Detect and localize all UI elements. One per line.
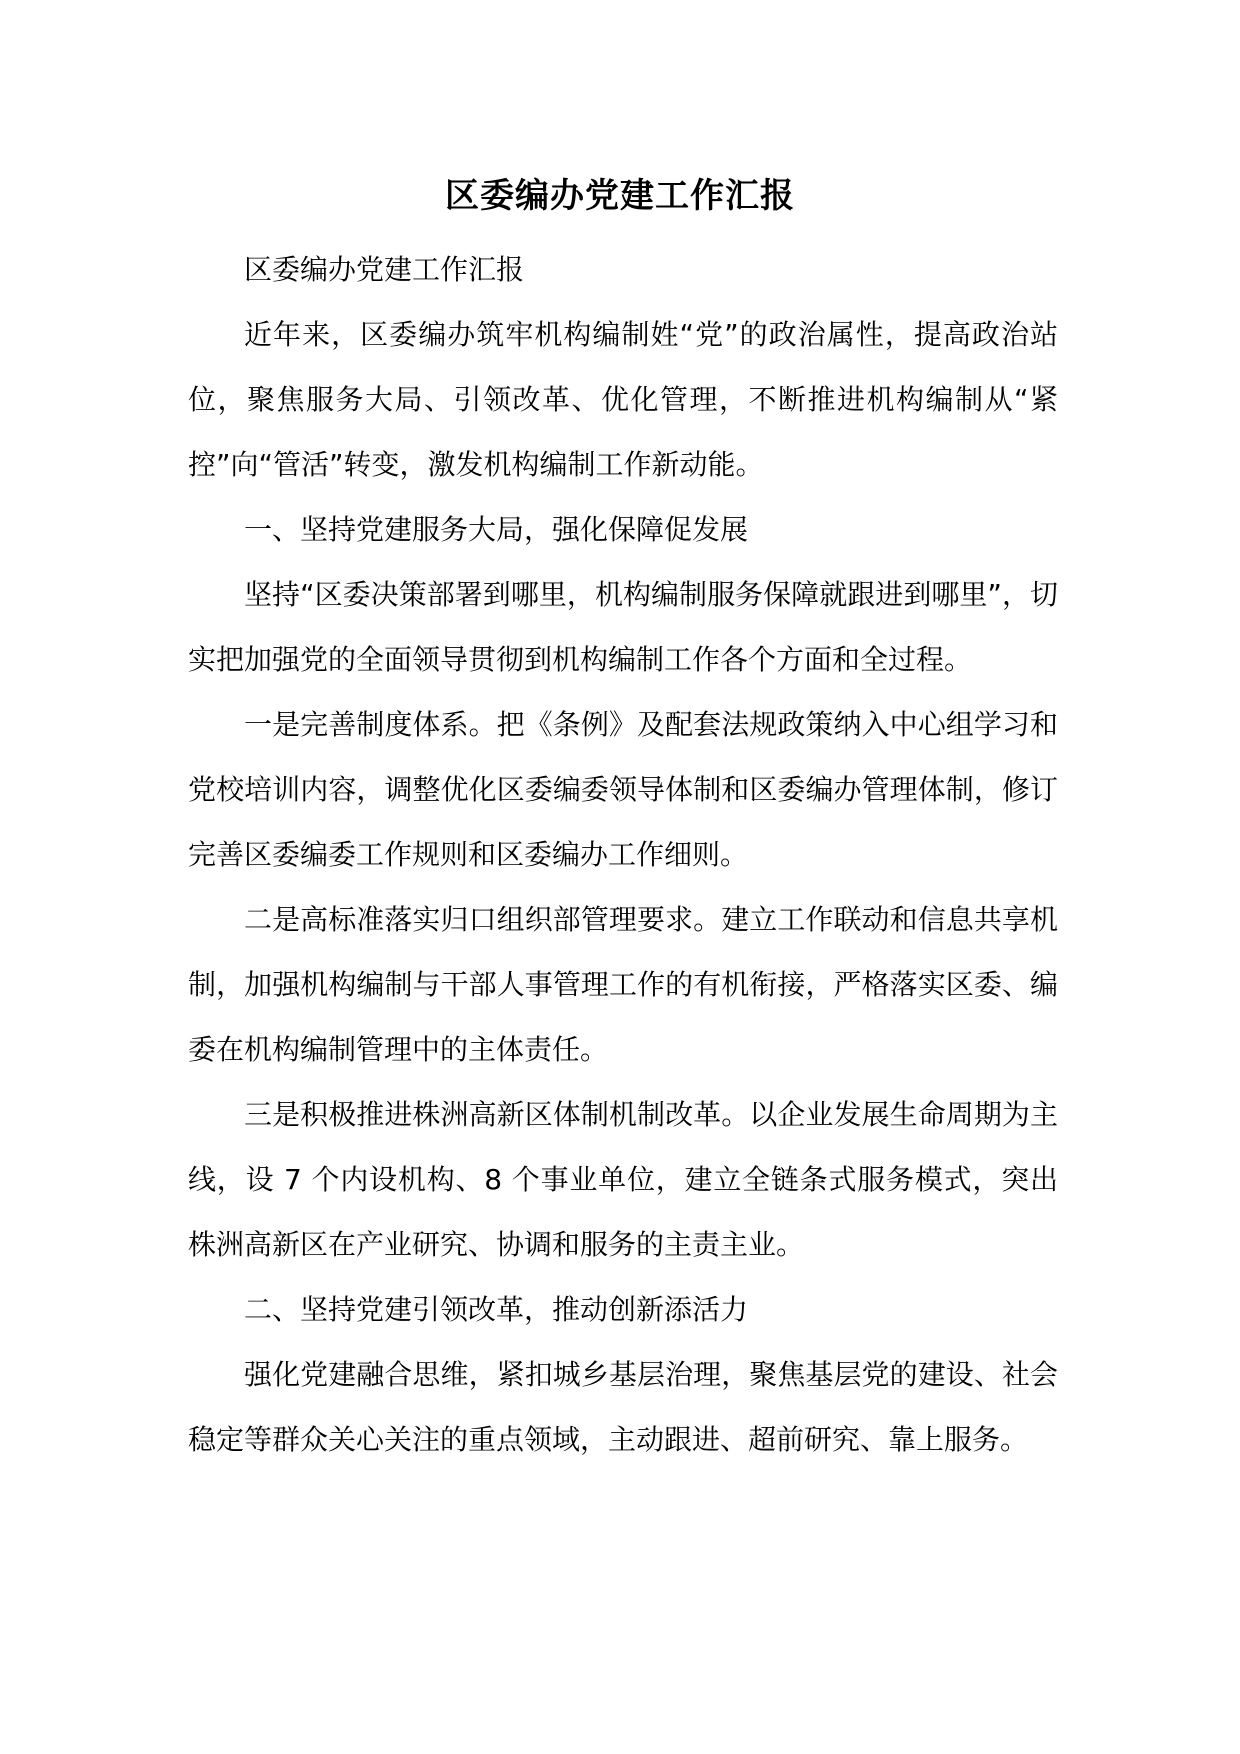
paragraph-point-3: 三是积极推进株洲高新区体制机制改革。以企业发展生命周期为主线，设 7 个内设机构、8 个事业单位，建立全链条式服务模式，突出株洲高新区在产业研究、协调和服务的主责主业。 <box>188 1098 1058 1261</box>
document-title: 区委编办党建工作汇报 <box>445 176 795 216</box>
section-heading-2: 二、坚持党建引领改革，推动创新添活力 <box>244 1293 749 1326</box>
document-body <box>188 237 1058 1472</box>
paragraph-section-1-intro: 坚持“区委决策部署到哪里，机构编制服务保障就跟进到哪里”，切实把加强党的全面领导贯彻到机构编制工作各个方面和全过程。 <box>188 578 1058 676</box>
paragraph-subtitle: 区委编办党建工作汇报 <box>244 253 525 286</box>
paragraph-point-1: 一是完善制度体系。把《条例》及配套法规政策纳入中心组学习和党校培训内容，调整优化区委编委领导体制和区委编办管理体制，修订完善区委编委工作规则和区委编办工作细则。 <box>188 708 1058 871</box>
paragraph-section-2-intro: 强化党建融合思维，紧扣城乡基层治理，聚焦基层党的建设、社会稳定等群众关心关注的重点领域，主动跟进、超前研究、靠上服务。 <box>188 1358 1058 1456</box>
paragraph-intro: 近年来，区委编办筑牢机构编制姓“党”的政治属性，提高政治站位，聚焦服务大局、引领改革、优化管理，不断推进机构编制从“紧控”向“管活”转变，激发机构编制工作新动能。 <box>188 318 1058 481</box>
section-heading-1: 一、坚持党建服务大局，强化保障促发展 <box>244 513 749 546</box>
paragraph-point-2: 二是高标准落实归口组织部管理要求。建立工作联动和信息共享机制，加强机构编制与干部人事管理工作的有机衔接，严格落实区委、编委在机构编制管理中的主体责任。 <box>188 903 1058 1066</box>
